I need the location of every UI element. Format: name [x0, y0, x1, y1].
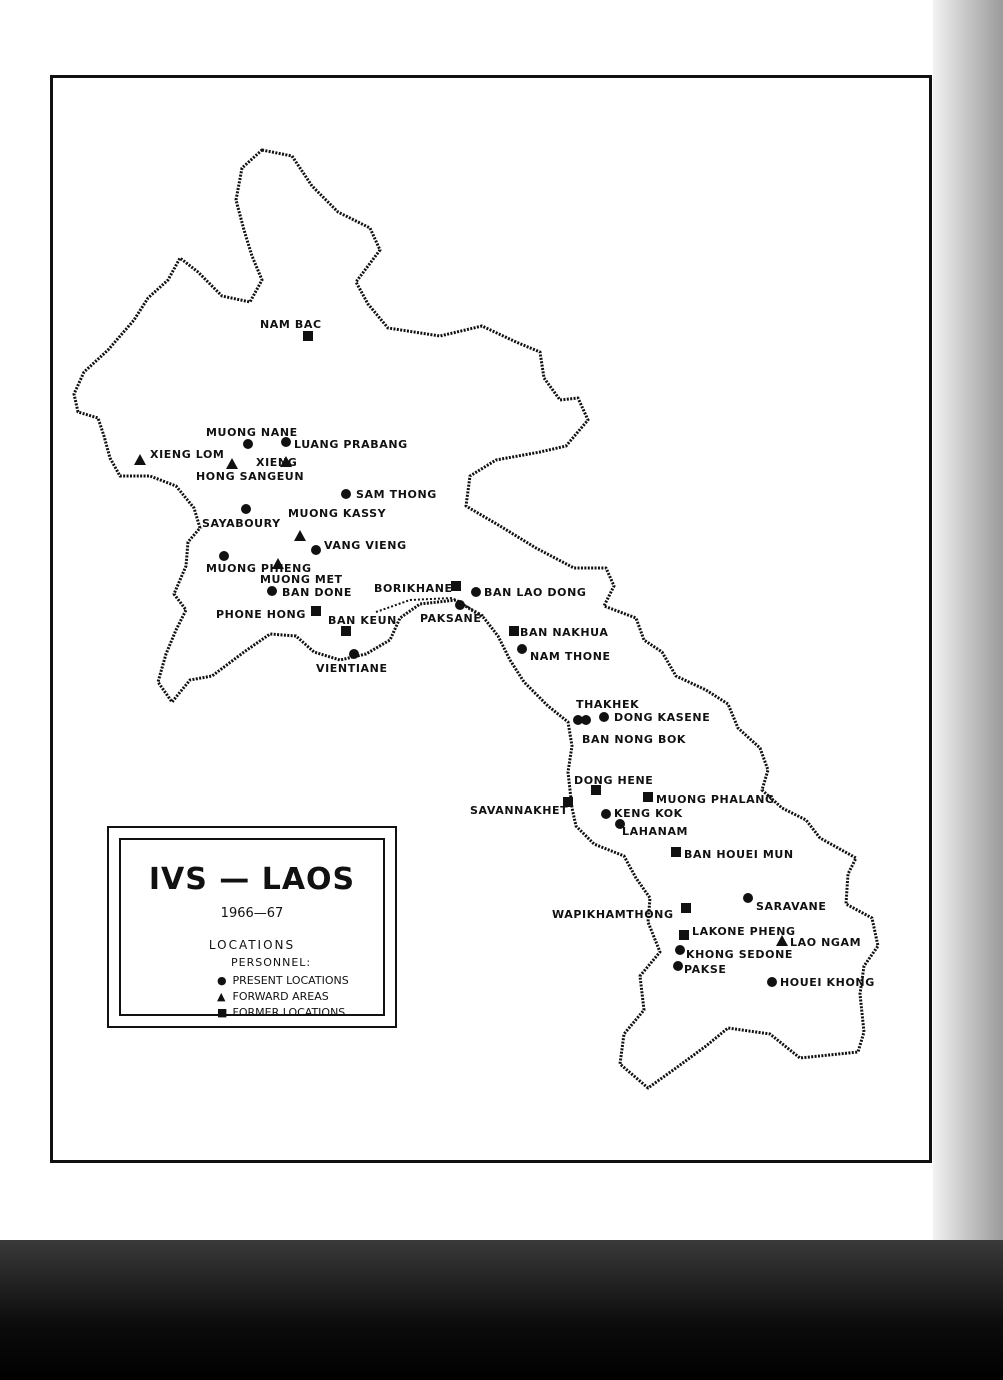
ban-nakhua-marker-square-icon — [509, 626, 519, 636]
houei-khong-label: HOUEI KHONG — [780, 976, 875, 989]
muong-kassy-marker-triangle-icon — [294, 530, 306, 541]
saravane-label: SARAVANE — [756, 900, 827, 913]
phone-hong-marker-square-icon — [311, 606, 321, 616]
muong-phieng-marker-circle-icon — [219, 551, 229, 561]
ban-nakhua-label: BAN NAKHUA — [520, 626, 609, 639]
saravane-marker-circle-icon — [743, 893, 753, 903]
xieng-label: XIENG — [256, 456, 298, 469]
sayaboury-label: SAYABOURY — [202, 517, 281, 530]
dong-hene-label: DONG HENE — [574, 774, 654, 787]
savannakhet-label: SAVANNAKHET — [470, 804, 569, 817]
muong-phieng-label: MUONG PHIENG — [206, 562, 312, 575]
legend-item-label: PRESENT LOCATIONS — [232, 974, 349, 987]
phone-hong-label: PHONE HONG — [216, 608, 306, 621]
xieng-lom-marker-triangle-icon — [134, 454, 146, 465]
paksane-label: PAKSANE — [420, 612, 482, 625]
lakone-pheng-label: LAKONE PHENG — [692, 925, 796, 938]
nam-bac-label: NAM BAC — [260, 318, 322, 331]
legend-item-present — [217, 974, 349, 987]
muong-nane-label: MUONG NANE — [206, 426, 298, 439]
ban-houei-mun-label: BAN HOUEI MUN — [684, 848, 794, 861]
hong-sangeun-label: HONG SANGEUN — [196, 470, 305, 483]
paksane-marker-circle-icon — [455, 600, 465, 610]
legend-locations-label: LOCATIONS — [208, 938, 296, 952]
muong-kassy-label: MUONG KASSY — [288, 507, 387, 520]
lao-ngam-label: LAO NGAM — [790, 936, 862, 949]
ban-done-label: BAN DONE — [282, 586, 352, 599]
legend-box — [107, 826, 397, 1028]
wapikhamthong-marker-square-icon — [681, 903, 691, 913]
houei-khong-marker-circle-icon — [767, 977, 777, 987]
legend-personnel-label: PERSONNEL: — [231, 956, 312, 969]
legend-inner-border — [119, 838, 385, 1019]
legend-item-former — [217, 1006, 345, 1019]
nam-thone-marker-circle-icon — [517, 644, 527, 654]
sayaboury-marker-circle-icon — [241, 504, 251, 514]
lakone-pheng-marker-square-icon — [679, 930, 689, 940]
pakse-label: PAKSE — [684, 963, 727, 976]
keng-kok-label: KENG KOK — [614, 807, 683, 820]
triangle-icon: ▲ — [217, 990, 226, 1003]
ban-keun-label: BAN KEUN — [328, 614, 397, 627]
ban-nong-bok-marker-circle-icon — [581, 715, 591, 725]
xieng-marker-triangle-icon — [226, 458, 238, 469]
vang-vieng-marker-circle-icon — [311, 545, 321, 555]
khong-sedone-label: KHONG SEDONE — [686, 948, 793, 961]
ban-lao-dong-marker-circle-icon — [471, 587, 481, 597]
wapikhamthong-label: WAPIKHAMTHONG — [552, 908, 674, 921]
luang-prabang-label: LUANG PRABANG — [294, 438, 408, 451]
lahanam-label: LAHANAM — [622, 825, 689, 838]
muong-phalang-marker-square-icon — [643, 792, 653, 802]
dong-kasene-marker-circle-icon — [599, 712, 609, 722]
nam-bac-marker-square-icon — [303, 331, 313, 341]
ban-done-marker-circle-icon — [267, 586, 277, 596]
ban-lao-dong-label: BAN LAO DONG — [484, 586, 587, 599]
vang-vieng-label: VANG VIENG — [324, 539, 407, 552]
sam-thong-marker-circle-icon — [341, 489, 351, 499]
ban-nong-bok-label: BAN NONG BOK — [582, 733, 687, 746]
legend-item-label: FORWARD AREAS — [232, 990, 329, 1003]
pakse-marker-circle-icon — [673, 961, 683, 971]
legend-item-forward — [217, 990, 329, 1003]
ban-houei-mun-marker-square-icon — [671, 847, 681, 857]
muong-nane-marker-circle-icon — [243, 439, 253, 449]
legend-years: 1966—67 — [220, 906, 284, 921]
sam-thong-label: SAM THONG — [356, 488, 437, 501]
legend-title: IVS — LAOS — [148, 862, 356, 897]
muong-phalang-label: MUONG PHALANG — [656, 793, 775, 806]
keng-kok-marker-circle-icon — [601, 809, 611, 819]
circle-icon: ● — [217, 974, 227, 987]
borikhane-label: BORIKHANE — [374, 582, 453, 595]
thakhek-label: THAKHEK — [576, 698, 640, 711]
square-icon: ■ — [217, 1006, 228, 1019]
nam-thone-label: NAM THONE — [530, 650, 611, 663]
legend-item-label: FORMER LOCATIONS — [232, 1006, 346, 1019]
vientiane-label: VIENTIANE — [316, 662, 388, 675]
muong-met-label: MUONG MET — [260, 573, 343, 586]
khong-sedone-marker-circle-icon — [675, 945, 685, 955]
ban-keun-marker-square-icon — [341, 626, 351, 636]
vientiane-marker-circle-icon — [349, 649, 359, 659]
dong-kasene-label: DONG KASENE — [614, 711, 711, 724]
xieng-lom-label: XIENG LOM — [150, 448, 225, 461]
